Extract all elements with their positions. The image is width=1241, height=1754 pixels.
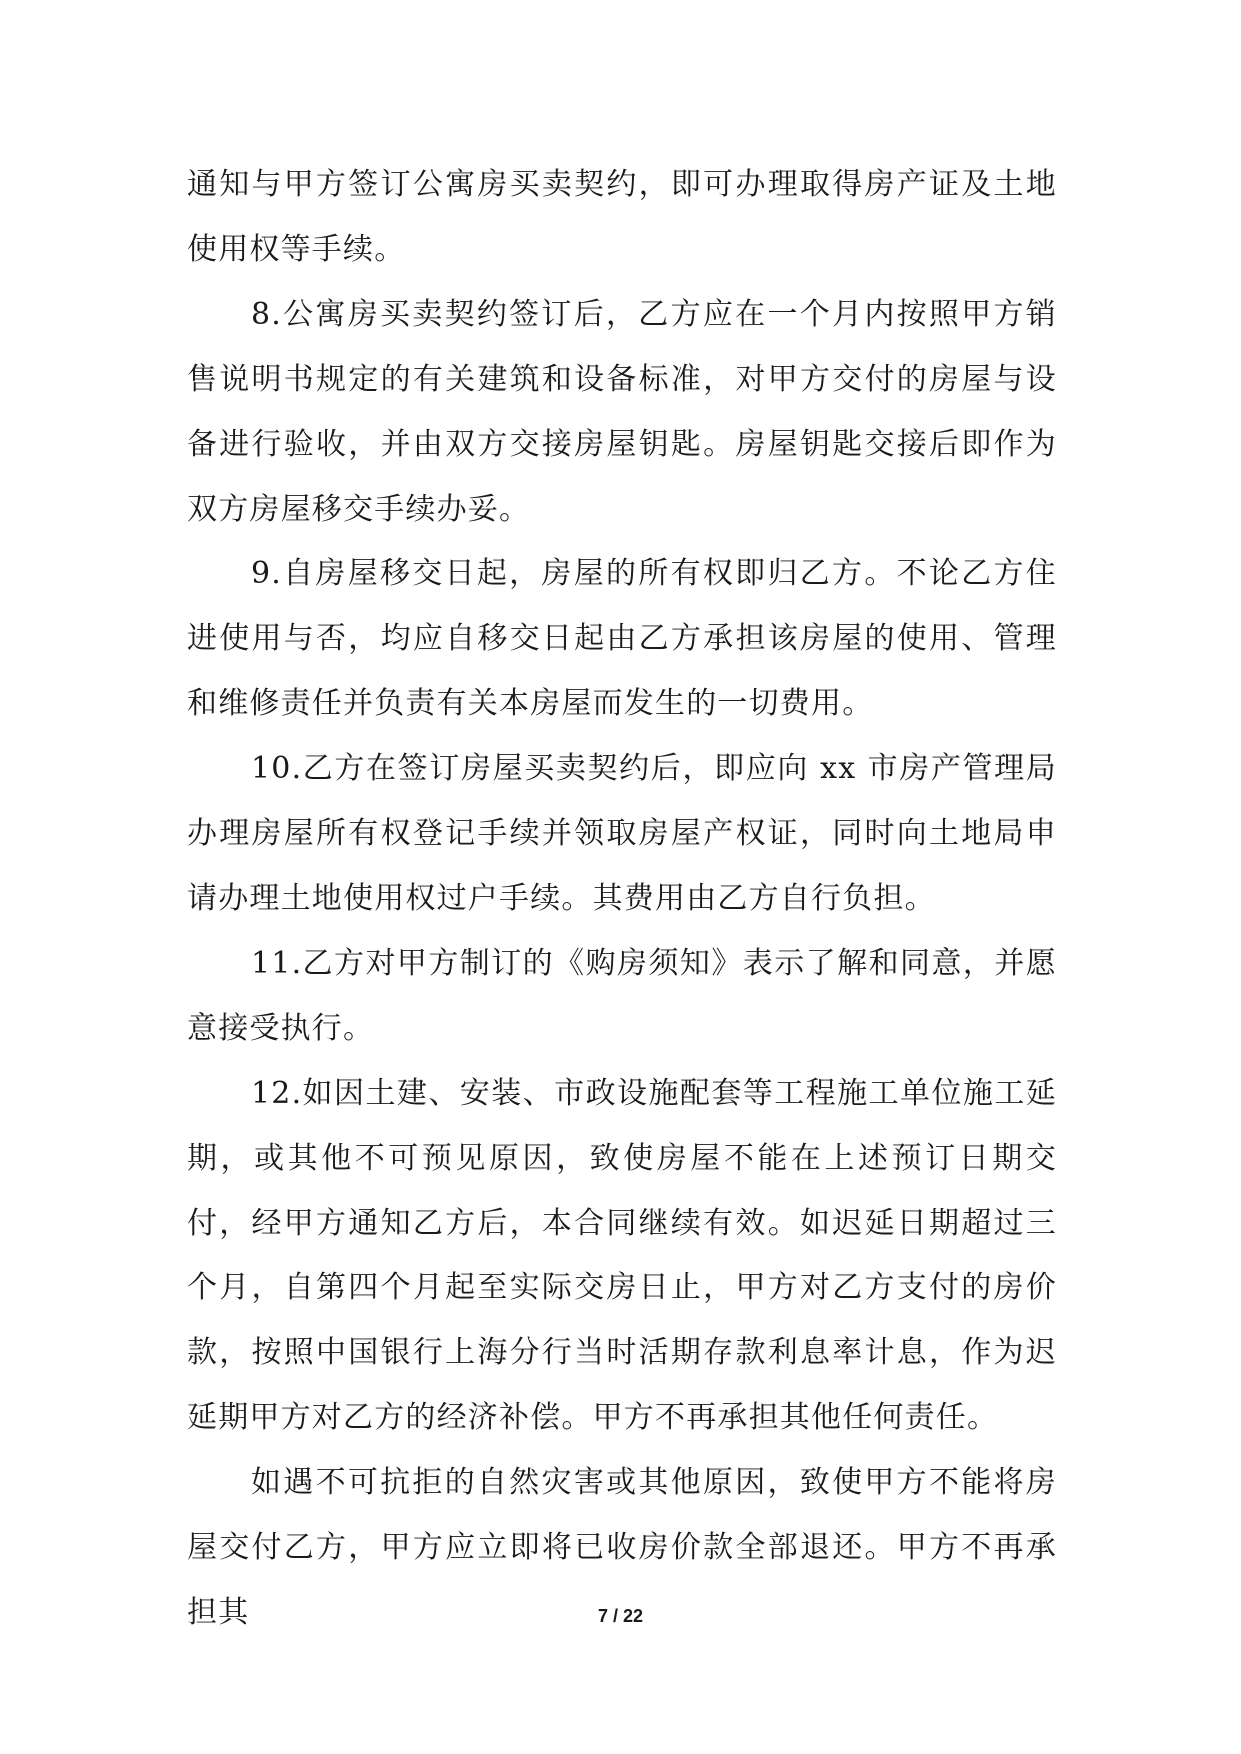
paragraph-1: 通知与甲方签订公寓房买卖契约，即可办理取得房产证及土地使用权等手续。	[187, 167, 1057, 267]
paragraph-clause-11: 11.乙方对甲方制订的《购房须知》表示了解和同意，并愿意接受执行。	[187, 945, 1057, 1046]
paragraph-clause-12: 12.如因土建、安装、市政设施配套等工程施工单位施工延期，或其他不可预见原因，致使房屋不能在上述预订日期交付，经甲方通知乙方后，本合同继续有效。如迟延日期超过三个月，自第四个月起至实际交房日止，甲方对乙方支付的房价款，按照中国银行上海分行当时活期存款利息率计息，作为迟延期甲方对乙方的经济补偿。甲方不再承担其他任何责任。	[187, 1075, 1057, 1436]
paragraph-clause-9: 9.自房屋移交日起，房屋的所有权即归乙方。不论乙方住进使用与否，均应自移交日起由乙方承担该房屋的使用、管理和维修责任并负责有关本房屋而发生的一切费用。	[187, 556, 1057, 722]
paragraph-clause-10: 10.乙方在签订房屋买卖契约后，即应向 xx 市房产管理局办理房屋所有权登记手续并领取房屋产权证，同时向土地局申请办理土地使用权过户手续。其费用由乙方自行负担。	[187, 751, 1057, 916]
paragraph-clause-8: 8.公寓房买卖契约签订后，乙方应在一个月内按照甲方销售说明书规定的有关建筑和设备标准，对甲方交付的房屋与设备进行验收，并由双方交接房屋钥匙。房屋钥匙交接后即作为双方房屋移交手续办妥。	[187, 296, 1057, 527]
document-body	[187, 153, 1057, 1646]
page-number: 7 / 22	[597, 1606, 644, 1626]
paragraph-force-majeure: 如遇不可抗拒的自然灾害或其他原因，致使甲方不能将房屋交付乙方，甲方应立即将已收房价款全部退还。甲方不再承担其	[187, 1465, 1057, 1630]
